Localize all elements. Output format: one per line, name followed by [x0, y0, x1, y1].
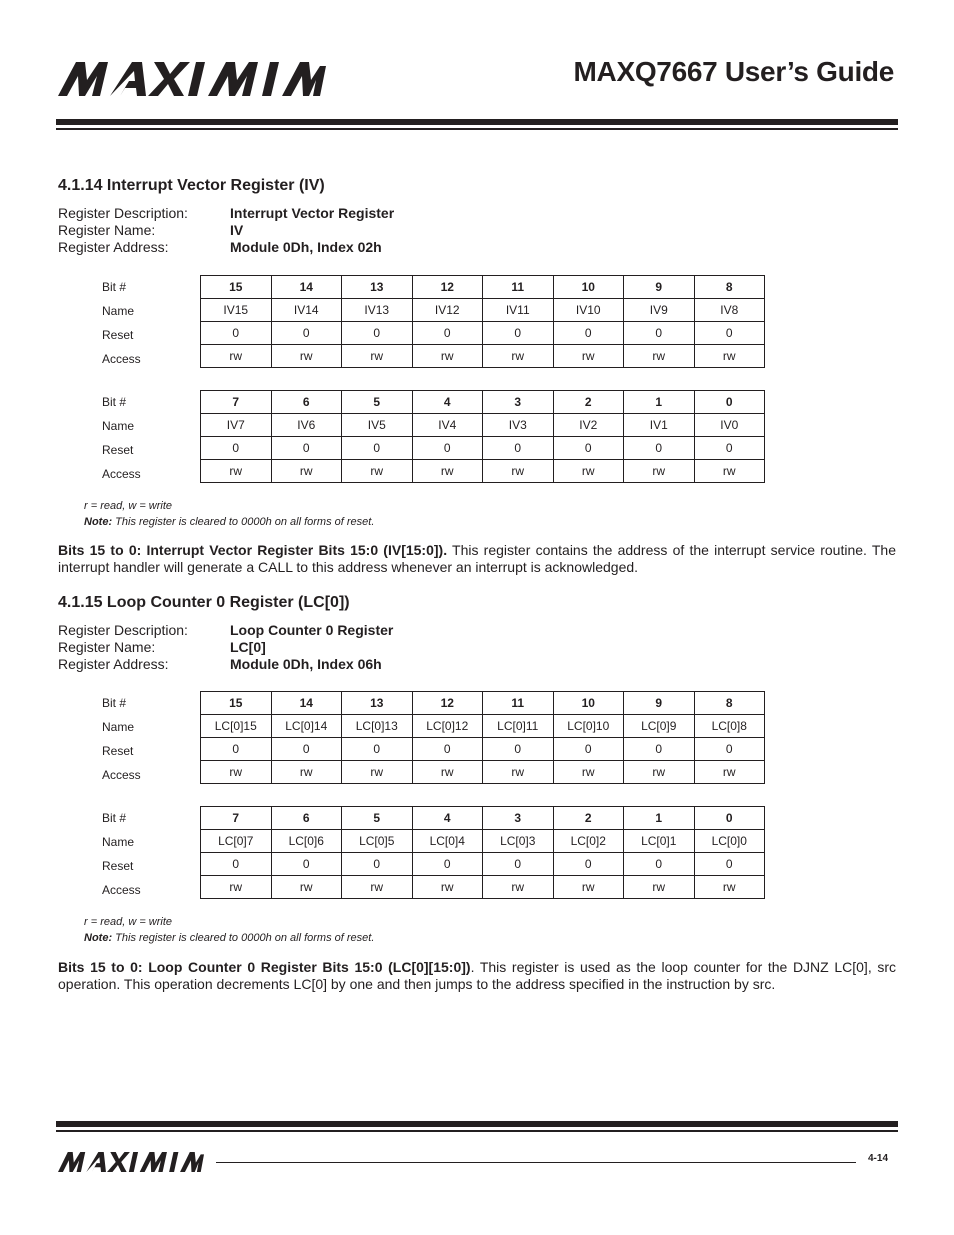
header-rule-thick — [56, 119, 898, 125]
bit-number-cell: 0 — [694, 807, 765, 830]
bit-table-row — [201, 715, 765, 738]
note-text: This register is cleared to 0000h on all forms of reset. — [112, 516, 375, 528]
bit-table-row — [201, 692, 765, 715]
info-value: Loop Counter 0 Register — [230, 622, 394, 638]
info-label: Register Address: — [58, 656, 169, 672]
access-cell: rw — [553, 345, 624, 368]
info-value: Module 0Dh, Index 06h — [230, 656, 382, 672]
bit-name-cell: LC[0]14 — [271, 715, 342, 738]
reset-value-cell: 0 — [342, 437, 413, 460]
reset-value-cell: 0 — [342, 853, 413, 876]
description-bold: Bits 15 to 0: Loop Counter 0 Register Bits 15:0 (LC[0][15:0]) — [58, 959, 471, 975]
bit-number-cell: 13 — [342, 692, 413, 715]
row-label: Bit # — [102, 395, 127, 409]
header-rule-thin — [56, 128, 898, 130]
reset-value-cell: 0 — [553, 322, 624, 345]
row-label: Access — [102, 467, 141, 481]
access-cell: rw — [342, 345, 413, 368]
info-value: Interrupt Vector Register — [230, 205, 395, 221]
info-label: Register Name: — [58, 639, 156, 655]
bit-number-cell: 5 — [342, 807, 413, 830]
reset-value-cell: 0 — [342, 322, 413, 345]
bit-name-cell: IV15 — [201, 299, 272, 322]
bit-number-cell: 9 — [624, 692, 695, 715]
bit-name-cell: IV11 — [483, 299, 554, 322]
access-cell: rw — [342, 460, 413, 483]
reset-value-cell: 0 — [483, 738, 554, 761]
bit-table-row — [201, 807, 765, 830]
reset-value-cell: 0 — [694, 853, 765, 876]
access-cell: rw — [694, 876, 765, 899]
row-labels-iv-upper — [102, 275, 141, 371]
reset-value-cell: 0 — [412, 853, 483, 876]
reset-note — [84, 514, 374, 530]
row-label: Name — [102, 720, 135, 734]
bit-name-cell: LC[0]4 — [412, 830, 483, 853]
bit-number-cell: 8 — [694, 692, 765, 715]
row-label: Bit # — [102, 696, 127, 710]
reset-value-cell: 0 — [412, 437, 483, 460]
bit-number-cell: 10 — [553, 692, 624, 715]
bit-name-cell: IV1 — [624, 414, 695, 437]
bit-name-cell: LC[0]13 — [342, 715, 413, 738]
access-cell: rw — [553, 876, 624, 899]
access-cell: rw — [412, 460, 483, 483]
bit-number-cell: 15 — [201, 276, 272, 299]
bit-table — [200, 691, 765, 784]
reset-value-cell: 0 — [201, 322, 272, 345]
bit-number-cell: 6 — [271, 391, 342, 414]
bit-number-cell: 11 — [483, 692, 554, 715]
bit-table-row — [201, 299, 765, 322]
info-label: Register Name: — [58, 222, 156, 238]
bit-table-row — [201, 414, 765, 437]
row-labels-lc0-lower — [102, 806, 141, 902]
bit-name-cell: LC[0]5 — [342, 830, 413, 853]
reset-value-cell: 0 — [553, 738, 624, 761]
reset-value-cell: 0 — [553, 853, 624, 876]
bit-number-cell: 9 — [624, 276, 695, 299]
bit-name-cell: IV14 — [271, 299, 342, 322]
access-cell: rw — [624, 876, 695, 899]
reset-value-cell: 0 — [201, 853, 272, 876]
bit-number-cell: 8 — [694, 276, 765, 299]
reset-value-cell: 0 — [271, 738, 342, 761]
section-heading-lc0: 4.1.15 Loop Counter 0 Register (LC[0]) — [58, 594, 350, 611]
bit-table-row — [201, 853, 765, 876]
access-cell: rw — [412, 876, 483, 899]
bit-number-cell: 7 — [201, 807, 272, 830]
access-cell: rw — [342, 876, 413, 899]
footer-rule-thick — [56, 1121, 898, 1127]
bit-number-cell: 2 — [553, 391, 624, 414]
bit-number-cell: 3 — [483, 807, 554, 830]
bit-number-cell: 15 — [201, 692, 272, 715]
row-label: Name — [102, 304, 135, 318]
bit-name-cell: LC[0]10 — [553, 715, 624, 738]
info-value: LC[0] — [230, 639, 266, 655]
bit-name-cell: IV4 — [412, 414, 483, 437]
access-cell: rw — [201, 876, 272, 899]
bit-number-cell: 5 — [342, 391, 413, 414]
reset-value-cell: 0 — [271, 853, 342, 876]
bit-name-cell: LC[0]8 — [694, 715, 765, 738]
access-cell: rw — [271, 761, 342, 784]
reset-value-cell: 0 — [624, 437, 695, 460]
info-value: Module 0Dh, Index 02h — [230, 239, 382, 255]
access-cell: rw — [271, 345, 342, 368]
maxim-footer-logo — [58, 1152, 204, 1172]
description-text: . This register is used as the loop counter for the DJNZ LC[0], src operation. This operation decrements LC[0] by one and then jumps to the address specified in the instruction by src. — [58, 959, 896, 992]
description-text: This register contains the address of the interrupt service routine. The interrupt handler will generate a CALL to this address whenever an interrupt is acknowledged. — [58, 542, 896, 575]
row-label: Access — [102, 883, 141, 897]
bit-number-cell: 12 — [412, 276, 483, 299]
bit-table-row — [201, 876, 765, 899]
access-cell: rw — [271, 876, 342, 899]
access-cell: rw — [483, 460, 554, 483]
access-cell: rw — [201, 460, 272, 483]
footer-hairline — [216, 1162, 856, 1163]
reset-value-cell: 0 — [412, 322, 483, 345]
bit-table — [200, 806, 765, 899]
row-label: Access — [102, 352, 141, 366]
reset-value-cell: 0 — [624, 738, 695, 761]
maxim-logo — [58, 62, 326, 96]
bit-number-cell: 2 — [553, 807, 624, 830]
row-label: Reset — [102, 859, 134, 873]
row-label: Reset — [102, 328, 134, 342]
bit-name-cell: IV9 — [624, 299, 695, 322]
bit-number-cell: 14 — [271, 276, 342, 299]
footer-rule-thin — [56, 1130, 898, 1132]
bit-name-cell: LC[0]9 — [624, 715, 695, 738]
access-cell: rw — [694, 345, 765, 368]
bit-name-cell: IV13 — [342, 299, 413, 322]
bit-table-row — [201, 761, 765, 784]
bit-table — [200, 275, 765, 368]
bit-table-row — [201, 830, 765, 853]
bit-table-row — [201, 437, 765, 460]
register-info-iv — [58, 205, 394, 256]
legend-iv — [84, 498, 374, 530]
bit-name-cell: LC[0]11 — [483, 715, 554, 738]
bit-number-cell: 10 — [553, 276, 624, 299]
reset-value-cell: 0 — [412, 738, 483, 761]
row-label: Access — [102, 768, 141, 782]
info-label: Register Description: — [58, 622, 188, 638]
description-bold: Bits 15 to 0: Interrupt Vector Register Bits 15:0 (IV[15:0]). — [58, 542, 448, 558]
row-label: Bit # — [102, 811, 127, 825]
reset-value-cell: 0 — [201, 437, 272, 460]
info-value: IV — [230, 222, 244, 238]
access-cell: rw — [624, 761, 695, 784]
row-label: Reset — [102, 744, 134, 758]
bit-name-cell: LC[0]3 — [483, 830, 554, 853]
bit-name-cell: IV7 — [201, 414, 272, 437]
access-cell: rw — [342, 761, 413, 784]
access-cell: rw — [694, 460, 765, 483]
bit-number-cell: 6 — [271, 807, 342, 830]
note-label: Note: — [84, 516, 113, 528]
bit-number-cell: 14 — [271, 692, 342, 715]
info-label: Register Description: — [58, 205, 188, 221]
row-label: Reset — [102, 443, 134, 457]
bit-name-cell: IV0 — [694, 414, 765, 437]
bit-name-cell: IV2 — [553, 414, 624, 437]
reset-value-cell: 0 — [483, 853, 554, 876]
reset-value-cell: 0 — [694, 322, 765, 345]
bit-number-cell: 1 — [624, 391, 695, 414]
access-cell: rw — [553, 460, 624, 483]
access-cell: rw — [201, 345, 272, 368]
reset-value-cell: 0 — [271, 437, 342, 460]
section-heading-iv: 4.1.14 Interrupt Vector Register (IV) — [58, 177, 325, 194]
bit-number-cell: 4 — [412, 391, 483, 414]
reset-value-cell: 0 — [553, 437, 624, 460]
note-text: This register is cleared to 0000h on all forms of reset. — [112, 932, 375, 944]
access-cell: rw — [553, 761, 624, 784]
bit-table-row — [201, 460, 765, 483]
document-title: MAXQ7667 User’s Guide — [573, 56, 894, 87]
access-cell: rw — [694, 761, 765, 784]
bit-table-row — [201, 345, 765, 368]
bit-number-cell: 4 — [412, 807, 483, 830]
bit-number-cell: 11 — [483, 276, 554, 299]
bit-name-cell: LC[0]2 — [553, 830, 624, 853]
bit-name-cell: IV6 — [271, 414, 342, 437]
access-cell: rw — [201, 761, 272, 784]
bit-number-cell: 3 — [483, 391, 554, 414]
bit-table-row — [201, 276, 765, 299]
bit-number-cell: 1 — [624, 807, 695, 830]
bit-table-row — [201, 738, 765, 761]
bit-name-cell: IV10 — [553, 299, 624, 322]
bit-name-cell: LC[0]6 — [271, 830, 342, 853]
row-labels-lc0-upper — [102, 691, 141, 787]
bit-name-cell: LC[0]12 — [412, 715, 483, 738]
access-cell: rw — [624, 345, 695, 368]
legend-text: r = read, w = write — [84, 916, 173, 928]
bit-number-cell: 12 — [412, 692, 483, 715]
row-label: Bit # — [102, 280, 127, 294]
reset-value-cell: 0 — [483, 322, 554, 345]
description-iv — [58, 542, 896, 576]
legend-text: r = read, w = write — [84, 500, 173, 512]
reset-value-cell: 0 — [483, 437, 554, 460]
access-cell: rw — [483, 876, 554, 899]
reset-value-cell: 0 — [201, 738, 272, 761]
info-label: Register Address: — [58, 239, 169, 255]
bit-name-cell: LC[0]1 — [624, 830, 695, 853]
row-label: Name — [102, 419, 135, 433]
register-info-lc0 — [58, 622, 393, 673]
reset-note — [84, 930, 374, 946]
bit-number-cell: 7 — [201, 391, 272, 414]
legend-lc0 — [84, 914, 374, 946]
reset-value-cell: 0 — [624, 322, 695, 345]
note-label: Note: — [84, 932, 113, 944]
reset-value-cell: 0 — [271, 322, 342, 345]
reset-value-cell: 0 — [694, 437, 765, 460]
row-labels-iv-lower — [102, 390, 141, 486]
access-cell: rw — [412, 761, 483, 784]
bit-name-cell: LC[0]7 — [201, 830, 272, 853]
access-cell: rw — [483, 345, 554, 368]
bit-name-cell: LC[0]0 — [694, 830, 765, 853]
access-cell: rw — [483, 761, 554, 784]
bit-name-cell: LC[0]15 — [201, 715, 272, 738]
bit-name-cell: IV8 — [694, 299, 765, 322]
access-cell: rw — [412, 345, 483, 368]
reset-value-cell: 0 — [624, 853, 695, 876]
access-cell: rw — [624, 460, 695, 483]
bit-name-cell: IV5 — [342, 414, 413, 437]
bit-number-cell: 0 — [694, 391, 765, 414]
access-cell: rw — [271, 460, 342, 483]
bit-name-cell: IV3 — [483, 414, 554, 437]
bit-table-row — [201, 322, 765, 345]
bit-number-cell: 13 — [342, 276, 413, 299]
page-number: 4-14 — [868, 1153, 889, 1164]
bit-table-row — [201, 391, 765, 414]
bit-table — [200, 390, 765, 483]
reset-value-cell: 0 — [694, 738, 765, 761]
reset-value-cell: 0 — [342, 738, 413, 761]
row-label: Name — [102, 835, 135, 849]
bit-name-cell: IV12 — [412, 299, 483, 322]
description-lc0 — [58, 959, 896, 993]
